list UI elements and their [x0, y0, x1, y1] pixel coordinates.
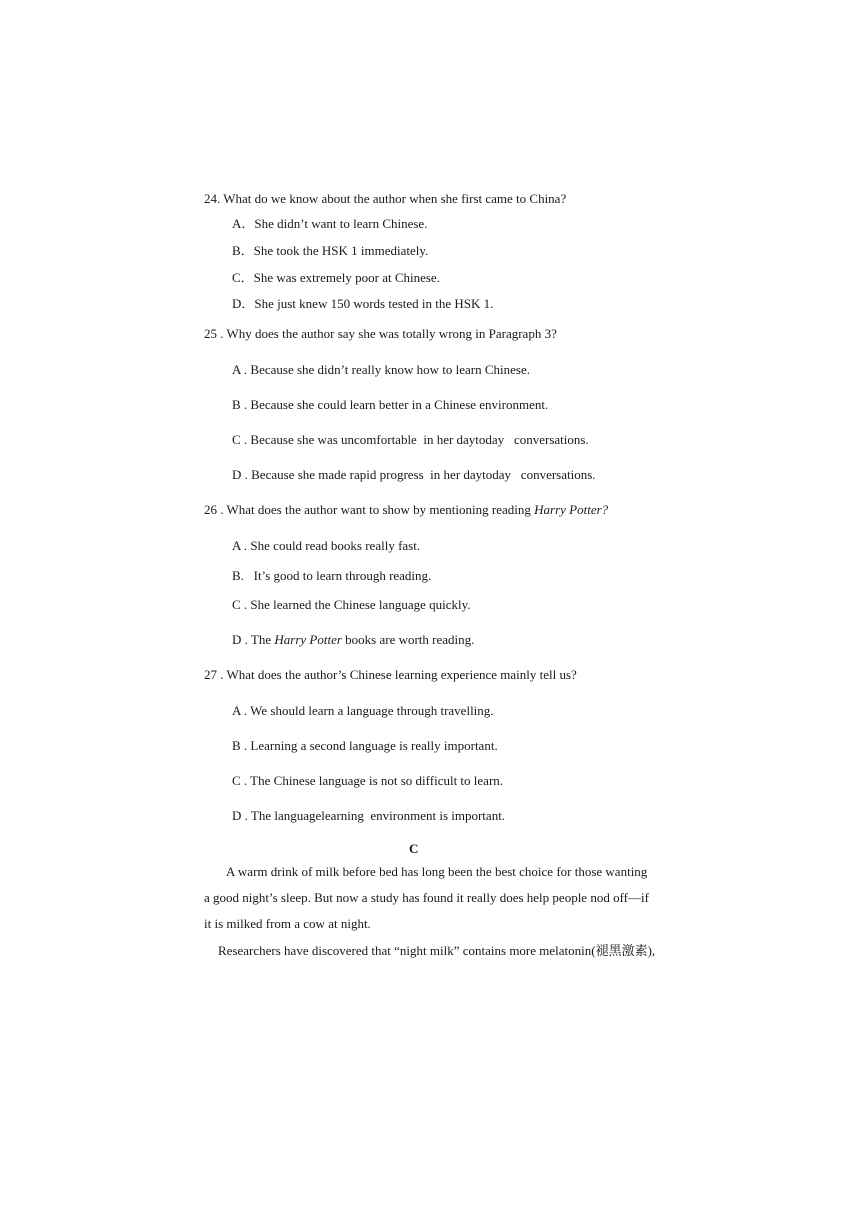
- question-24-option-d: D．She just knew 150 words tested in the HSK 1.: [232, 296, 494, 311]
- question-25-option-a: A . Because she didn’t really know how to learn Chinese.: [232, 362, 530, 377]
- question-26-stem-text: 26 . What does the author want to show by mentioning reading: [204, 502, 535, 517]
- question-26-option-d-title: Harry Potter: [274, 632, 342, 647]
- question-24-stem: 24. What do we know about the author when she first came to China?: [204, 191, 567, 206]
- question-25-option-b: B . Because she could learn better in a Chinese environment.: [232, 397, 549, 412]
- question-26-option-a: A . She could read books really fast.: [232, 538, 421, 553]
- passage-line: a good night’s sleep. But now a study has found it really does help people nod off—if: [204, 890, 649, 905]
- question-27-stem: 27 . What does the author’s Chinese learning experience mainly tell us?: [204, 667, 577, 682]
- question-25-stem: 25 . Why does the author say she was totally wrong in Paragraph 3?: [204, 326, 557, 341]
- question-27-option-a: A . We should learn a language through travelling.: [232, 703, 494, 718]
- question-25-option-c: C . Because she was uncomfortable in her daytoday conversations.: [232, 432, 589, 447]
- passage-line: it is milked from a cow at night.: [204, 916, 371, 931]
- question-26-option-d-post: books are worth reading.: [341, 632, 475, 647]
- question-25-option-d: D . Because she made rapid progress in her daytoday conversations.: [232, 467, 596, 482]
- question-24-option-c: C．She was extremely poor at Chinese.: [232, 270, 440, 285]
- passage-line: A warm drink of milk before bed has long been the best choice for those wanting: [226, 864, 648, 879]
- question-27-option-b: B . Learning a second language is really important.: [232, 738, 498, 753]
- question-27-option-d: D . The languagelearning environment is important.: [232, 808, 506, 823]
- question-26-option-d: [232, 632, 474, 648]
- passage-section-label: C: [409, 841, 419, 856]
- question-27-option-c: C . The Chinese language is not so difficult to learn.: [232, 773, 504, 788]
- question-26-stem: [204, 502, 608, 518]
- passage-line: Researchers have discovered that “night milk” contains more melatonin(褪黑激素),: [218, 943, 656, 958]
- question-24-option-b: B．She took the HSK 1 immediately.: [232, 243, 429, 258]
- question-26-stem-title: Harry Potter?: [534, 502, 609, 517]
- question-24-option-a: A．She didn’t want to learn Chinese.: [232, 216, 428, 231]
- question-26-option-b: B. It’s good to learn through reading.: [232, 568, 432, 583]
- question-26-option-d-pre: D . The: [232, 632, 275, 647]
- question-26-option-c: C . She learned the Chinese language quickly.: [232, 597, 471, 612]
